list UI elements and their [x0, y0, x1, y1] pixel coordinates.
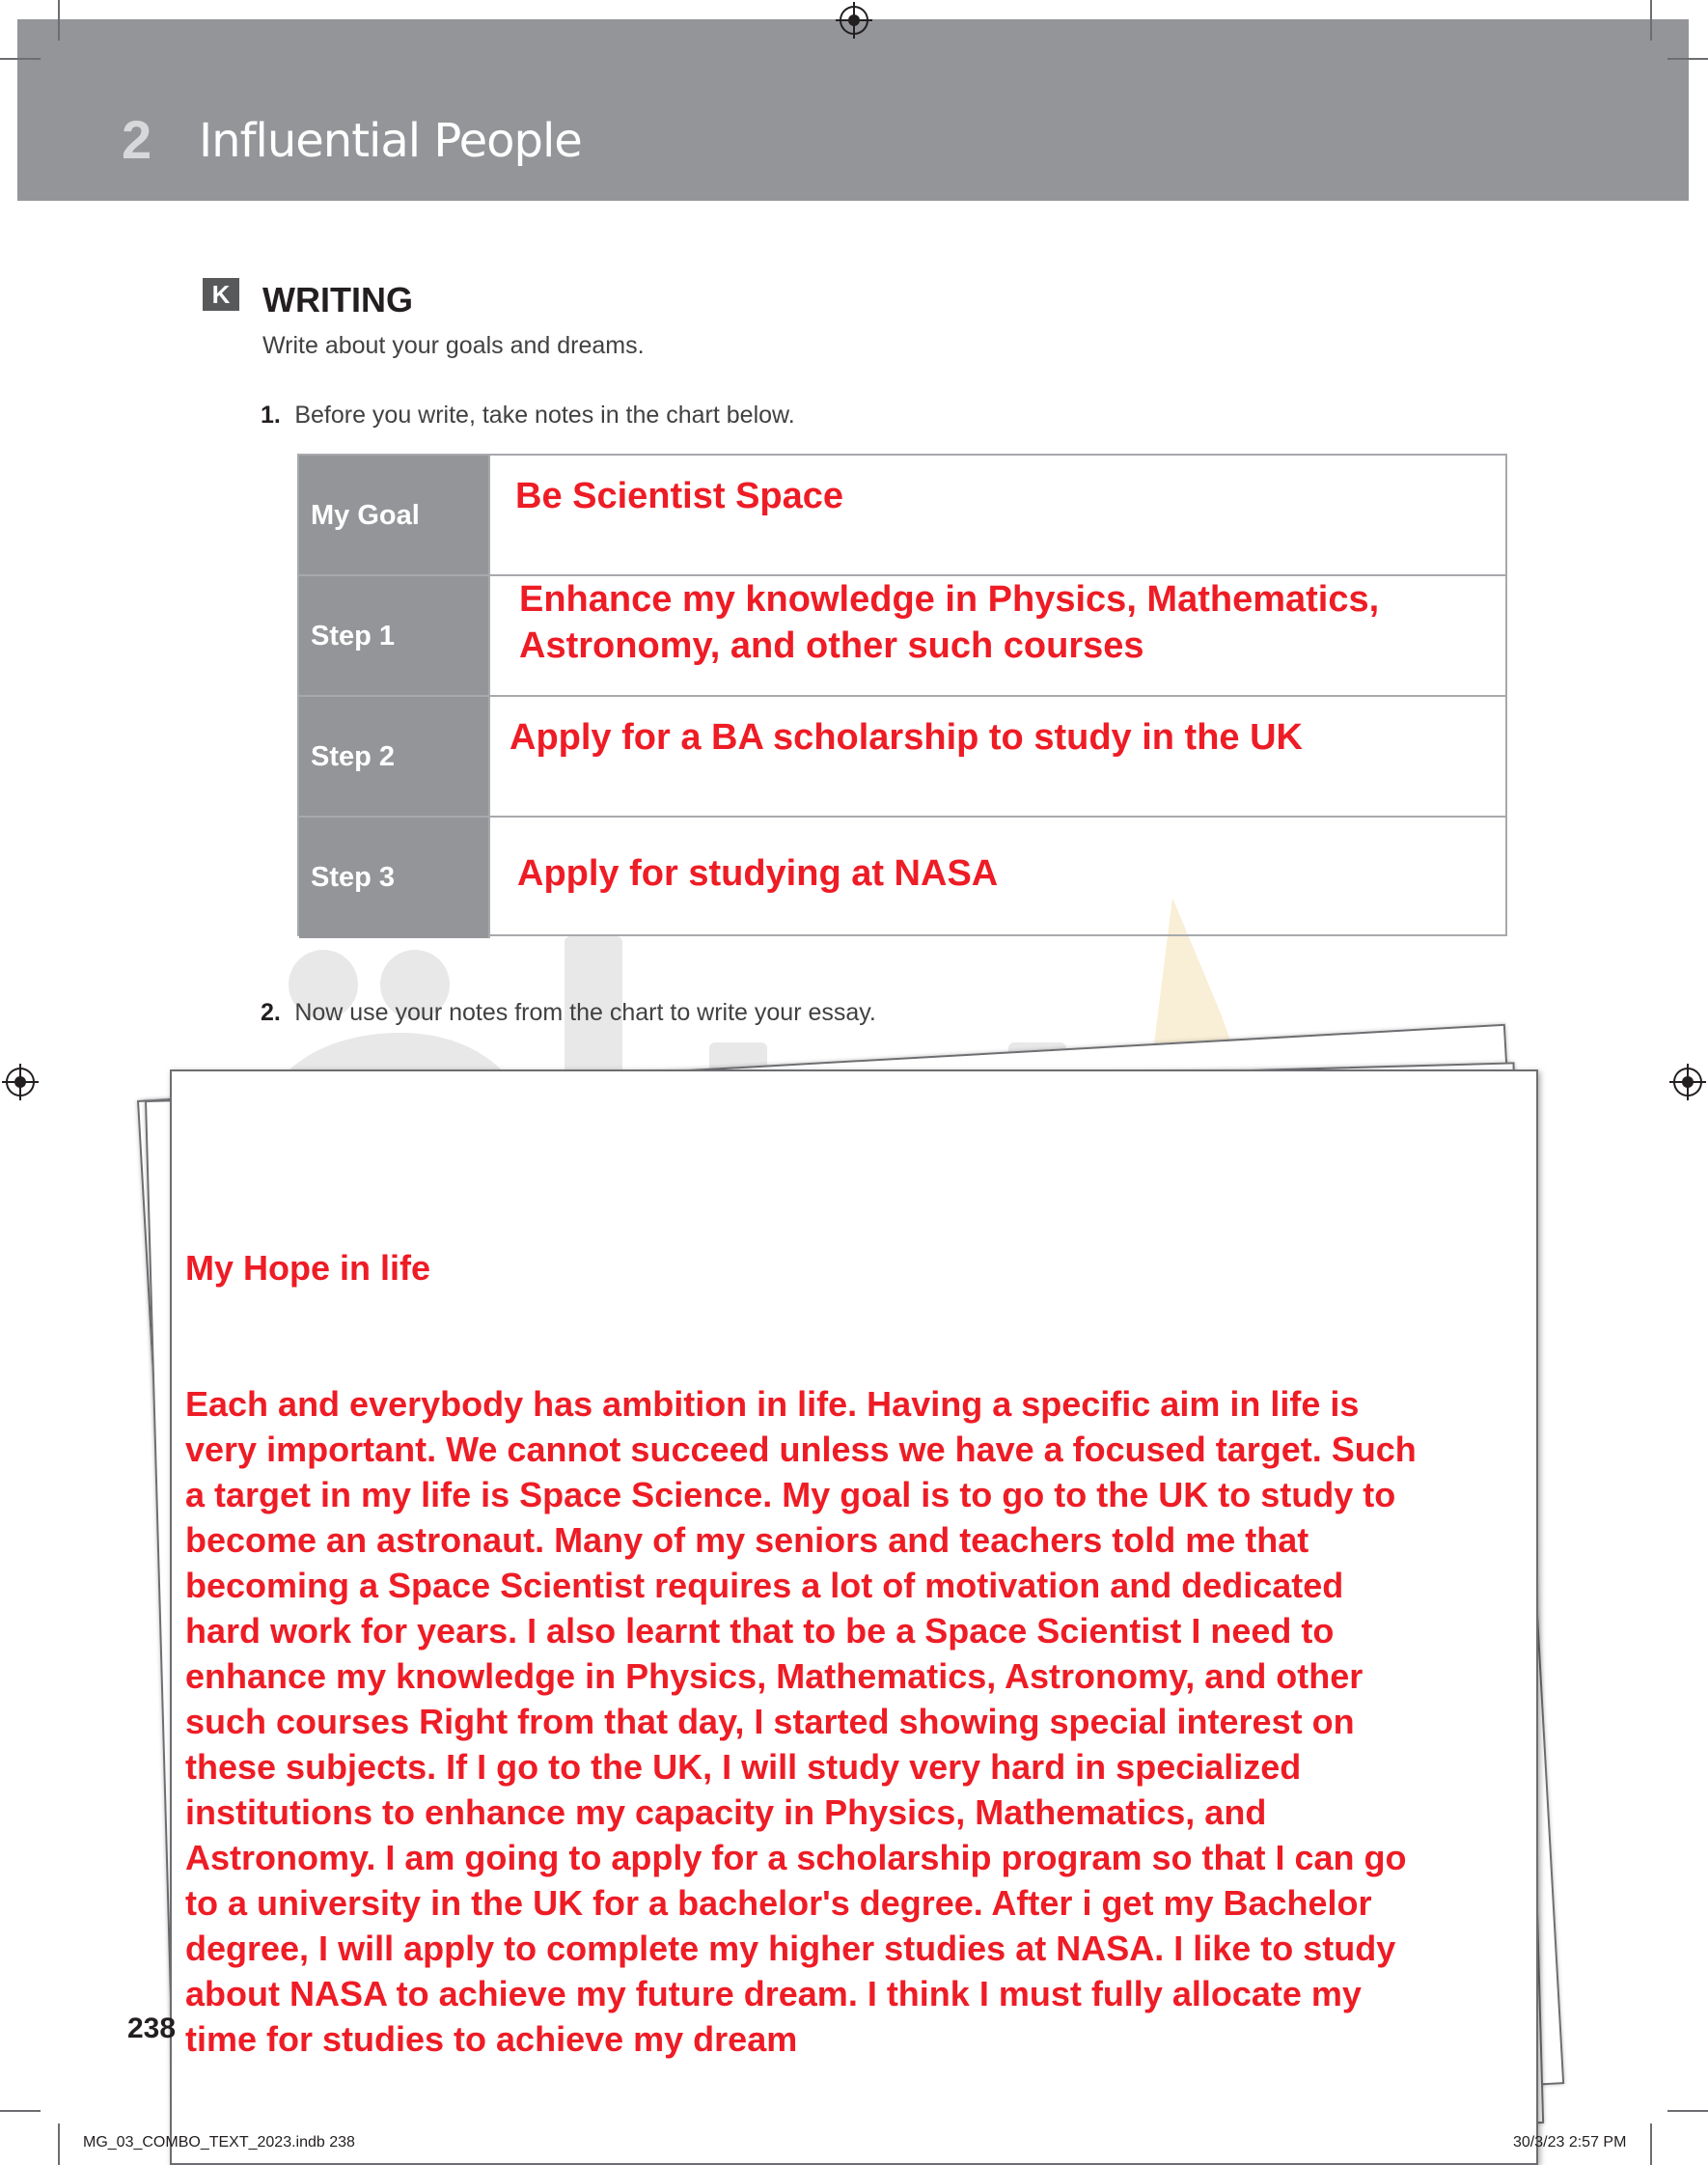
- registration-mark-icon: [840, 6, 868, 35]
- chart-label-my-goal: My Goal: [311, 500, 420, 531]
- registration-mark-icon: [1673, 1068, 1702, 1096]
- unit-title: Influential People: [199, 114, 582, 168]
- essay-text: [185, 1154, 1527, 2107]
- crop-mark: [1650, 0, 1652, 41]
- unit-number: 2: [122, 109, 152, 170]
- chapter-header-band: [17, 19, 1689, 201]
- section-title: WRITING: [262, 280, 413, 319]
- step-2-number: 2.: [261, 999, 281, 1026]
- step-2-text: Now use your notes from the chart to write your essay.: [294, 999, 876, 1026]
- crop-mark: [1650, 2123, 1652, 2165]
- step-2-instruction: [261, 999, 876, 1027]
- chart-value-step-3[interactable]: [488, 818, 1505, 938]
- crop-mark: [1667, 2110, 1708, 2112]
- section-badge: K: [203, 278, 239, 311]
- section-instruction: Write about your goals and dreams.: [262, 332, 645, 359]
- chart-value-text: Enhance my knowledge in Physics, Mathematics, Astronomy, and other such courses: [519, 579, 1380, 666]
- chart-row-label: [299, 697, 488, 816]
- chart-row-step-1: [299, 576, 1505, 697]
- crop-mark: [1667, 58, 1708, 60]
- chart-row-label: [299, 576, 488, 695]
- chart-row-goal: [299, 456, 1505, 576]
- step-1-instruction: [261, 402, 795, 430]
- footer-timestamp: 30/3/23 2:57 PM: [1513, 2134, 1627, 2151]
- chart-row-step-3: [299, 818, 1505, 938]
- essay-title: My Hope in life: [185, 1248, 431, 1288]
- crop-mark: [58, 2123, 60, 2165]
- crop-mark: [0, 58, 41, 60]
- notes-chart: [297, 454, 1507, 936]
- chart-row-step-2: [299, 697, 1505, 818]
- chart-value-text: Be Scientist Space: [515, 476, 844, 516]
- chart-value-text: Apply for a BA scholarship to study in the UK: [510, 717, 1303, 758]
- chart-value-my-goal[interactable]: [488, 456, 1505, 574]
- registration-mark-icon: [6, 1068, 35, 1096]
- chart-label-step-1: Step 1: [311, 621, 396, 652]
- chart-row-label: [299, 456, 488, 574]
- chart-label-step-3: Step 3: [311, 862, 396, 893]
- chart-value-text: Apply for studying at NASA: [517, 853, 999, 894]
- crop-mark: [58, 0, 60, 41]
- chart-row-label: [299, 818, 488, 938]
- step-1-number: 1.: [261, 402, 281, 429]
- chart-value-step-2[interactable]: [488, 697, 1505, 816]
- step-1-text: Before you write, take notes in the chart below.: [294, 402, 795, 429]
- crop-mark: [0, 2110, 41, 2112]
- essay-body: Each and everybody has ambition in life. Having a specific aim in life is very important. We cannot succeed unless we have a focused target. Such a target in my life is Space Science. My goal is to go to the UK to study to become an astronaut. Many of my seniors and teachers told me that becoming a Space Scientist requires a lot of motivation and dedicated hard work for years. I also learnt that to be a Space Scientist I need to enhance my knowledge in Physics, Mathematics, Astronomy, and other such courses Right from that day, I started showing special interest on these subjects. If I go to the UK, I will study very hard in specialized institutions to enhance my capacity in Physics, Mathematics, and Astronomy. I am going to apply for a scholarship program so that I can go to a university in the UK for a bachelor's degree. After i get my Bachelor degree, I will apply to complete my higher studies at NASA. I like to study about NASA to achieve my future dream. I think I must fully allocate my time for studies to achieve my dream: [185, 1384, 1417, 2059]
- chart-value-step-1[interactable]: [488, 576, 1505, 695]
- chart-label-step-2: Step 2: [311, 741, 396, 772]
- footer-file-info: MG_03_COMBO_TEXT_2023.indb 238: [83, 2134, 355, 2151]
- page-number: 238: [127, 2012, 177, 2044]
